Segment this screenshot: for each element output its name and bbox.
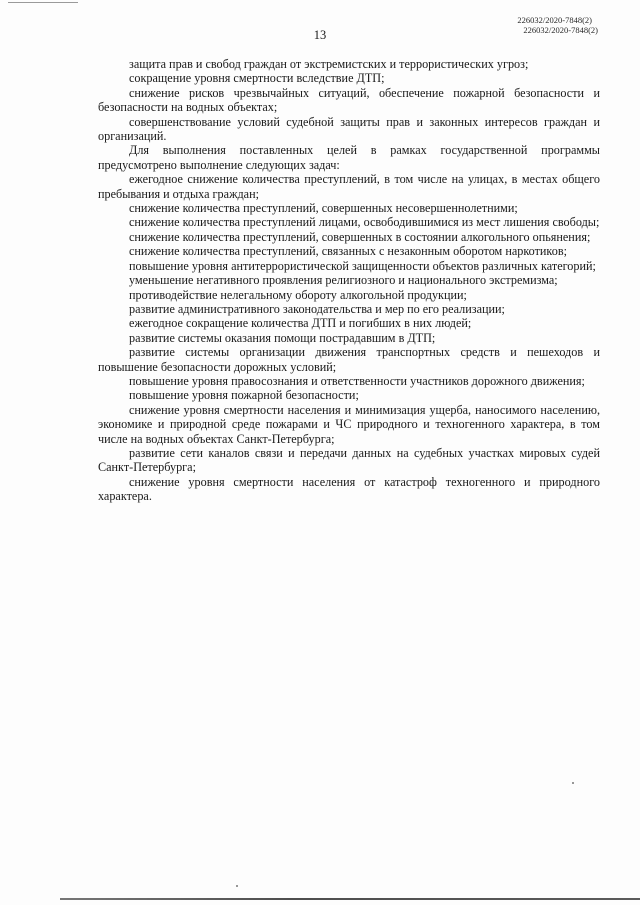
paragraph: совершенствование условий судебной защиты прав и законных интересов граждан и организаций. <box>98 114 600 144</box>
paragraph: повышение уровня правосознания и ответственности участников дорожного движения; <box>129 373 585 388</box>
document-id-2: 226032/2020-7848(2) <box>523 25 598 35</box>
paragraph: снижение количества преступлений, совершенных в состоянии алкогольного опьянения; <box>129 229 591 244</box>
scan-artifact-dot <box>236 885 238 887</box>
page-number: 13 <box>313 28 327 42</box>
paragraph: противодействие нелегальному обороту алкогольной продукции; <box>129 287 467 302</box>
paragraph: снижение количества преступлений лицами, освободившимися из мест лишения свободы; <box>129 215 600 230</box>
document-id-1: 226032/2020-7848(2) <box>517 15 592 25</box>
paragraph: развитие системы оказания помощи пострадавшим в ДТП; <box>129 330 436 345</box>
paragraph: ежегодное снижение количества преступлений, в том числе на улицах, в местах общего пребывания и отдыха граждан; <box>98 172 600 201</box>
paragraph: развитие системы организации движения транспортных средств и пешеходов и повышение безопасности дорожных условий; <box>98 345 600 374</box>
paragraph: Для выполнения поставленных целей в рамках государственной программы предусмотрено выполнение следующих задач: <box>98 143 600 172</box>
scan-artifact-dot <box>572 782 574 784</box>
paragraph: развитие административного законодательства и мер по его реализации; <box>129 301 505 316</box>
body-text <box>98 57 600 504</box>
paragraph: уменьшение негативного проявления религиозного и национального экстремизма; <box>129 273 558 288</box>
paragraph: снижение количества преступлений, связанных с незаконным оборотом наркотиков; <box>129 244 567 259</box>
scan-artifact-bottom <box>60 898 640 900</box>
paragraph: снижение уровня смертности населения от катастроф техногенного и природного характера. <box>98 474 600 504</box>
paragraph: повышение уровня пожарной безопасности; <box>129 388 359 403</box>
paragraph: снижение количества преступлений, совершенных несовершеннолетними; <box>129 201 518 216</box>
paragraph: снижение рисков чрезвычайных ситуаций, обеспечение пожарной безопасности и безопасности на водных объектах; <box>98 85 600 115</box>
scan-artifact-top <box>8 2 78 3</box>
paragraph: развитие сети каналов связи и передачи данных на судебных участках мировых судей Санкт-Петербурга; <box>98 445 600 475</box>
paragraph: ежегодное сокращение количества ДТП и погибших в них людей; <box>129 316 472 331</box>
paragraph: защита прав и свобод граждан от экстремистских и террористических угроз; <box>129 57 529 71</box>
paragraph: сокращение уровня смертности вследствие ДТП; <box>129 71 385 86</box>
paragraph: повышение уровня антитеррористической защищенности объектов различных категорий; <box>129 258 596 273</box>
paragraph: снижение уровня смертности населения и минимизация ущерба, наносимого населению, экономике и природной среде пожарами и ЧС природного и техногенного характера, в том числе на водных объектах Санкт-Петербурга; <box>98 402 600 446</box>
